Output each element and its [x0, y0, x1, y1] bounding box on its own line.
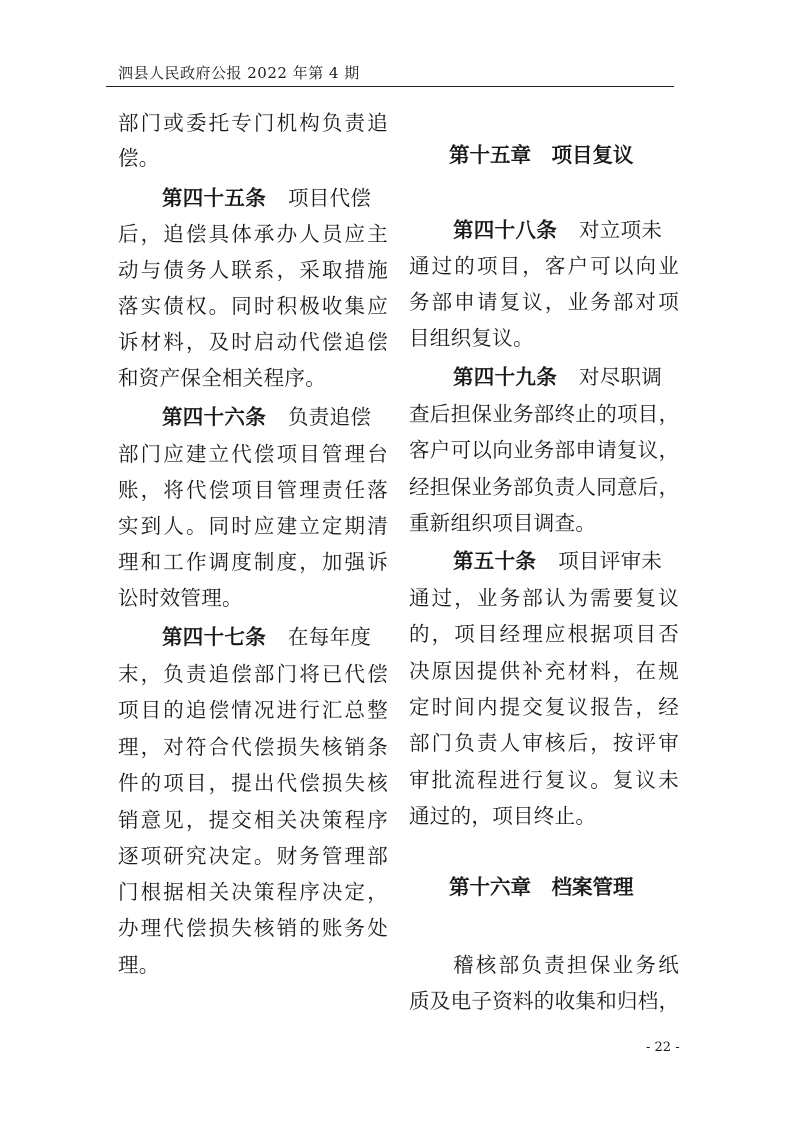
- text-line: 重新组织项目调查。: [409, 511, 597, 535]
- text-line: 实到人。同时应建立定期清: [118, 514, 388, 538]
- article-number: 第四十八条: [453, 218, 557, 242]
- text-line: 门根据相关决策程序决定，: [118, 880, 388, 904]
- text-line: [409, 357, 679, 397]
- text-line: 客户可以向业务部申请复议，: [409, 438, 680, 462]
- text-line: 经担保业务部负责人同意后，: [409, 475, 680, 499]
- text-line: 和资产保全相关程序。: [118, 366, 326, 390]
- chapter-15-heading: 第十五章 项目复议: [449, 143, 634, 167]
- text-line: 部门或委托专门机构负责追: [118, 111, 388, 135]
- text-line: 逐项研究决定。财务管理部: [118, 844, 388, 868]
- text-line: 账，将代偿项目管理责任落: [118, 478, 388, 502]
- text-line: 落实债权。同时积极收集应: [118, 294, 388, 318]
- header-rule: [106, 86, 674, 87]
- text-line: 通过的，项目终止。: [409, 804, 597, 828]
- text-line: 项目的追偿情况进行汇总整: [118, 698, 388, 722]
- text-line: 理和工作调度制度，加强诉: [118, 550, 388, 574]
- article-text: 对立项未: [579, 218, 663, 242]
- page-number: - 22 -: [646, 1040, 680, 1055]
- text-line: [118, 178, 388, 218]
- text-line: 部门应建立代偿项目管理台: [118, 442, 388, 466]
- article-number: 第四十五条: [162, 186, 266, 210]
- article-text: 负责追偿: [288, 405, 372, 429]
- text-line: 定时间内提交复议报告，经: [409, 695, 679, 719]
- article-text: 项目代偿: [288, 186, 372, 210]
- text-line: 通过，业务部认为需要复议: [409, 586, 679, 610]
- text-line: 务部申请复议，业务部对项: [409, 290, 679, 314]
- text-line: 销意见，提交相关决策程序: [118, 808, 388, 832]
- article-text: 在每年度: [288, 625, 372, 649]
- text-line: [118, 617, 388, 657]
- text-line: 决原因提供补充材料，在规: [409, 659, 679, 683]
- text-line: 件的项目，提出代偿损失核: [118, 771, 388, 795]
- text-line: 目组织复议。: [409, 326, 534, 350]
- text-line: 审批流程进行复议。复议未: [409, 768, 679, 792]
- text-line: 理，对符合代偿损失核销条: [118, 735, 388, 759]
- chapter-16-heading: 第十六章 档案管理: [449, 875, 634, 899]
- text-line: [409, 210, 679, 250]
- text-line: 讼时效管理。: [118, 586, 243, 610]
- text-line: 动与债务人联系，采取措施: [118, 258, 388, 282]
- article-number: 第四十七条: [162, 625, 266, 649]
- text-line: 部门负责人审核后，按评审: [409, 731, 679, 755]
- text-line: 的，项目经理应根据项目否: [409, 622, 679, 646]
- text-line: 质及电子资料的收集和归档，: [409, 989, 680, 1013]
- article-number: 第四十九条: [453, 365, 557, 389]
- article-number: 第四十六条: [162, 405, 266, 429]
- text-line: [118, 397, 388, 437]
- text-line: 后，追偿具体承办人员应主: [118, 222, 388, 246]
- text-line: 办理代偿损失核销的账务处: [118, 916, 388, 940]
- text-line: 稽核部负责担保业务纸: [453, 953, 679, 977]
- text-line: 通过的项目，客户可以向业: [409, 254, 679, 278]
- article-text: 对尽职调: [579, 365, 663, 389]
- text-line: [409, 541, 679, 581]
- text-line: 理。: [118, 953, 160, 977]
- article-number: 第五十条: [453, 549, 537, 573]
- article-text: 项目评审未: [558, 549, 663, 573]
- text-line: 诉材料，及时启动代偿追偿: [118, 330, 388, 354]
- text-line: 偿。: [118, 146, 160, 170]
- gazette-header: 泗县人民政府公报 2022 年第 4 期: [118, 64, 360, 82]
- text-line: 末，负责追偿部门将已代偿: [118, 662, 388, 686]
- text-line: 查后担保业务部终止的项目，: [409, 402, 680, 426]
